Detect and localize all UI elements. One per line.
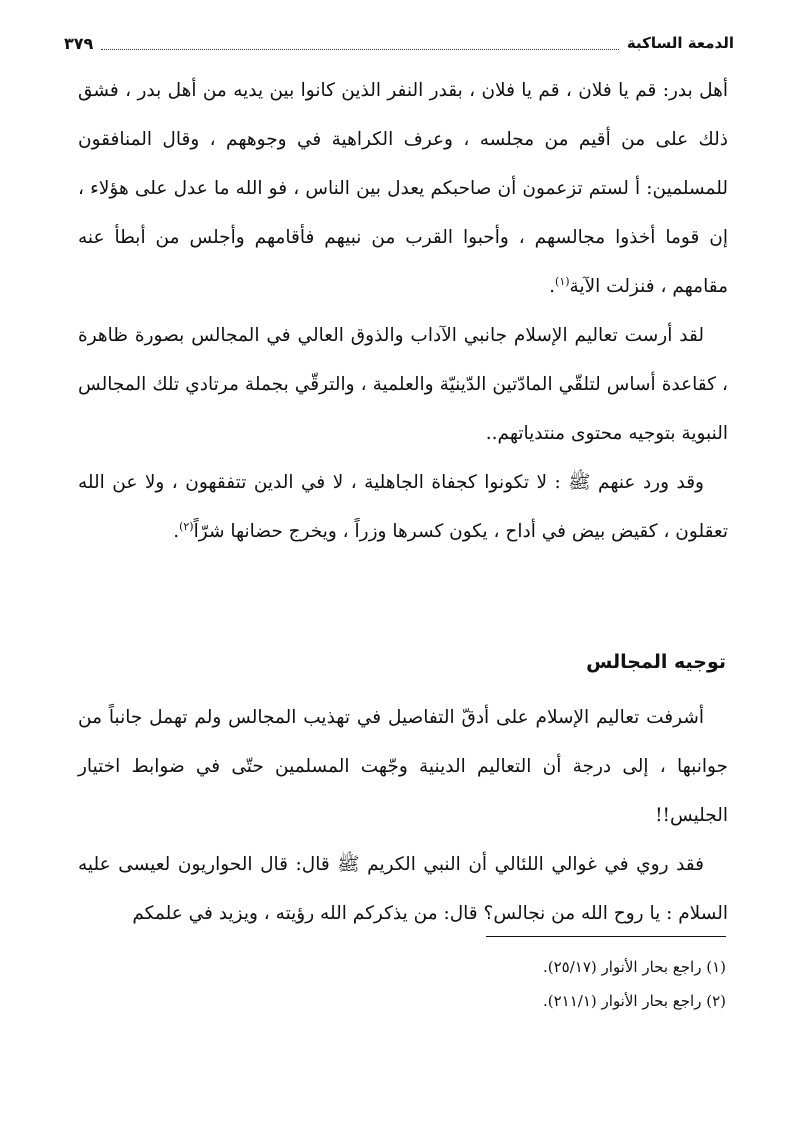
running-header-title: الدمعة الساكبة: [626, 34, 734, 52]
paragraph: أهل بدر: قم يا فلان ، قم يا فلان ، بقدر النفر الذين كانوا بين يديه من أهل بدر ، فشق ذلك على من أقيم من مجلسه ، وعرف الكراهية في وجوههم ، وقال المنافقون للمسلمين: أ لستم تزعمون أن صاحبكم يعدل بين الناس ، فو الله ما عدل على هؤلاء ، إن قوما أخذوا مجالسهم ، وأحبوا القرب من نبيهم فأقامهم وأجلس من أبطأ عنه مقامهم ، فنزلت الآية$^{(١)}$.: [78, 80, 728, 297]
paragraph: فقد روي في غوالي اللئالي أن النبي الكريم ﷺ قال: قال الحواريون لعيسى عليه السلام : يا روح الله من نجالس؟ قال: من يذكركم الله رؤيته ، ويزيد في علمكم: [78, 854, 728, 924]
paragraph: أشرفت تعاليم الإسلام على أدقّ التفاصيل في تهذيب المجالس ولم تهمل جانباً من جوانبها ، إلى درجة أن التعاليم الدينية وجّهت المسلمين حتّى في ضوابط اختيار الجليس!!: [78, 707, 728, 826]
footnote: (١) راجع بحار الأنوار (٢٥/١٧).: [543, 958, 726, 976]
paragraph: لقد أرست تعاليم الإسلام جانبي الآداب والذوق العالي في المجالس بصورة ظاهرة ، كقاعدة أساس لتلقّي المادّتين الدّينيّة والعلمية ، والترقّي بجملة مرتادي تلك المجالس النبوية بتوجيه محتوى منتدياتهم..: [78, 325, 728, 444]
footnote-marker: (٢): [179, 519, 194, 533]
body-text-bottom: [78, 693, 728, 938]
paragraph: وقد ورد عنهم ﷺ : لا تكونوا كجفاة الجاهلية ، لا في الدين تتفقهون ، ولا عن الله تعقلون ، كقيض بيض في أداح ، يكون كسرها وزراً ، ويخرج حضانها شرّاً$^{(٢)}$.: [78, 472, 728, 542]
body-text-top: [78, 66, 728, 556]
page-number: ٣٧٩: [64, 33, 94, 53]
footnote: (٢) راجع بحار الأنوار (٢١١/١).: [543, 992, 726, 1010]
header-dotted-leader: [101, 37, 619, 50]
footnotes: [543, 950, 726, 1018]
footnote-marker: (١): [555, 274, 570, 288]
section-heading: توجيه المجالس: [586, 651, 726, 673]
running-header: [64, 30, 734, 56]
footnote-separator: [486, 936, 726, 937]
